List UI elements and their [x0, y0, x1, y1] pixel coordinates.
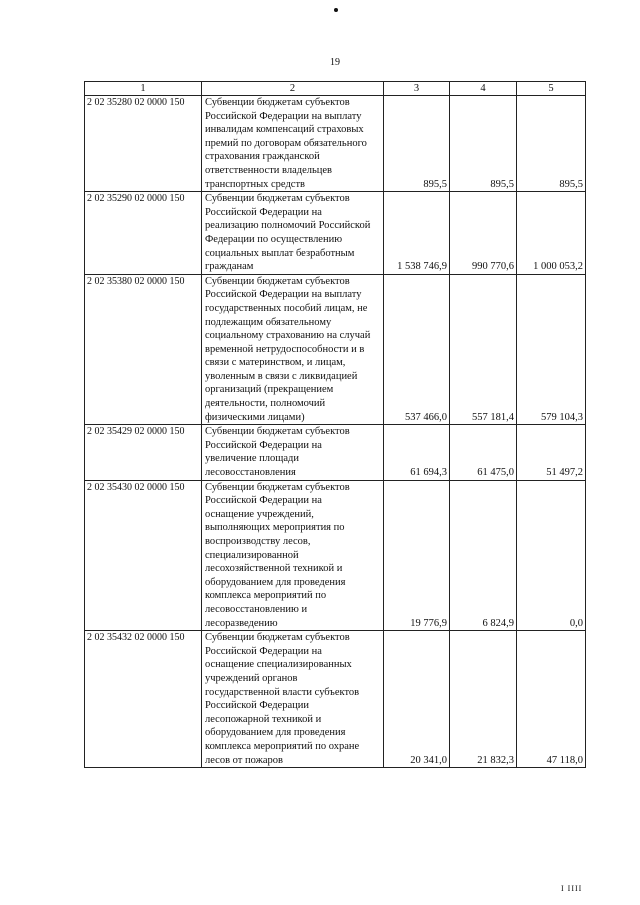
description-line: деятельности, полномочий: [205, 398, 326, 410]
description-cell: [202, 480, 384, 631]
description-line: оснащение учреждений,: [205, 508, 314, 520]
description-line: Российской Федерации на: [205, 645, 322, 657]
description-line: комплекса мероприятий по: [205, 590, 327, 602]
value-col3-cell: 1 538 746,9: [384, 192, 450, 275]
value-col5-cell: 51 497,2: [517, 425, 586, 480]
description-cell: [202, 192, 384, 275]
description-line: ответственности владельцев: [205, 164, 333, 176]
description-line: выполняющих мероприятия по: [205, 522, 345, 534]
value-col3-cell: 895,5: [384, 96, 450, 192]
value-col5-cell: 895,5: [517, 96, 586, 192]
description-line: оборудованием для проведения: [205, 576, 346, 588]
description-line: увеличение площади: [205, 453, 299, 465]
table-row: [85, 480, 586, 631]
budget-code-cell: 2 02 35290 02 0000 150: [85, 192, 202, 275]
description-line: оснащение специализированных: [205, 659, 352, 671]
value-col3-cell: 20 341,0: [384, 631, 450, 768]
column-header-2: 2: [202, 82, 384, 96]
description-line: транспортных средств: [205, 178, 306, 190]
value-col4-cell: 6 824,9: [450, 480, 517, 631]
description-line: оборудованием для проведения: [205, 727, 346, 739]
value-col4-cell: 61 475,0: [450, 425, 517, 480]
description-line: лесопожарной техникой и: [205, 713, 322, 725]
table-body: [85, 82, 586, 768]
description-cell: [202, 425, 384, 480]
value-col4-cell: 990 770,6: [450, 192, 517, 275]
description-line: государственной власти субъектов: [205, 686, 360, 698]
table-row: [85, 274, 586, 425]
description-line: лесохозяйственной техникой и: [205, 563, 343, 575]
column-header-3: 3: [384, 82, 450, 96]
description-line: учреждений органов: [205, 672, 298, 684]
description-cell: [202, 274, 384, 425]
value-col5-cell: 0,0: [517, 480, 586, 631]
description-line: Российской Федерации на выплату: [205, 110, 362, 122]
description-line: специализированной: [205, 549, 299, 561]
description-line: физическими лицами): [205, 411, 305, 423]
description-line: уволенным в связи с ликвидацией: [205, 370, 358, 382]
column-header-5: 5: [517, 82, 586, 96]
description-line: Субвенции бюджетам субъектов: [205, 632, 350, 644]
description-line: подлежащим обязательному: [205, 316, 332, 328]
table-row: [85, 425, 586, 480]
description-line: комплекса мероприятий по охране: [205, 740, 360, 752]
description-line: реализацию полномочий Российской: [205, 220, 371, 232]
value-col3-cell: 537 466,0: [384, 274, 450, 425]
description-line: страхования гражданской: [205, 151, 320, 163]
value-col5-cell: 579 104,3: [517, 274, 586, 425]
description-line: Субвенции бюджетам субъектов: [205, 275, 350, 287]
budget-table: [84, 81, 586, 768]
budget-code-cell: 2 02 35430 02 0000 150: [85, 480, 202, 631]
description-line: организаций (прекращением: [205, 384, 334, 396]
table-row: [85, 192, 586, 275]
header-row: [85, 82, 586, 96]
value-col4-cell: 895,5: [450, 96, 517, 192]
page-dot: [334, 8, 338, 12]
value-col4-cell: 21 832,3: [450, 631, 517, 768]
description-line: Российской Федерации на: [205, 206, 322, 218]
budget-code-cell: 2 02 35429 02 0000 150: [85, 425, 202, 480]
description-line: гражданам: [205, 261, 254, 273]
description-line: лесоразведению: [205, 617, 278, 629]
description-line: государственных пособий лицам, не: [205, 302, 368, 314]
budget-code-cell: 2 02 35432 02 0000 150: [85, 631, 202, 768]
description-line: лесовосстановления: [205, 467, 296, 479]
description-line: социальных выплат безработным: [205, 247, 355, 259]
column-header-4: 4: [450, 82, 517, 96]
value-col5-cell: 47 118,0: [517, 631, 586, 768]
description-line: социальному страхованию на случай: [205, 330, 371, 342]
description-line: Российской Федерации: [205, 700, 309, 712]
table-row: [85, 631, 586, 768]
description-line: премий по договорам обязательного: [205, 137, 367, 149]
description-line: Субвенции бюджетам субъектов: [205, 481, 350, 493]
description-line: воспроизводству лесов,: [205, 536, 311, 547]
table-row: [85, 96, 586, 192]
value-col3-cell: 61 694,3: [384, 425, 450, 480]
description-cell: [202, 96, 384, 192]
value-col5-cell: 1 000 053,2: [517, 192, 586, 275]
budget-code-cell: 2 02 35380 02 0000 150: [85, 274, 202, 425]
description-line: Субвенции бюджетам субъектов: [205, 97, 350, 108]
page-number: 19: [330, 57, 340, 68]
description-line: временной нетрудоспособности и в: [205, 343, 365, 355]
description-line: Российской Федерации на выплату: [205, 289, 362, 301]
column-header-1: 1: [85, 82, 202, 96]
footer-mark: I IIII: [561, 884, 583, 893]
description-line: Федерации по осуществлению: [205, 233, 343, 245]
description-line: Субвенции бюджетам субъектов: [205, 193, 350, 205]
description-line: Субвенции бюджетам субъектов: [205, 426, 350, 438]
description-line: инвалидам компенсаций страховых: [205, 124, 364, 136]
description-line: Российской Федерации на: [205, 495, 322, 507]
description-line: связи с материнством, и лицам,: [205, 357, 346, 369]
value-col4-cell: 557 181,4: [450, 274, 517, 425]
description-line: лесов от пожаров: [205, 754, 283, 766]
description-line: лесовосстановлению и: [205, 603, 308, 615]
description-cell: [202, 631, 384, 768]
description-line: Российской Федерации на: [205, 439, 322, 451]
budget-code-cell: 2 02 35280 02 0000 150: [85, 96, 202, 192]
value-col3-cell: 19 776,9: [384, 480, 450, 631]
